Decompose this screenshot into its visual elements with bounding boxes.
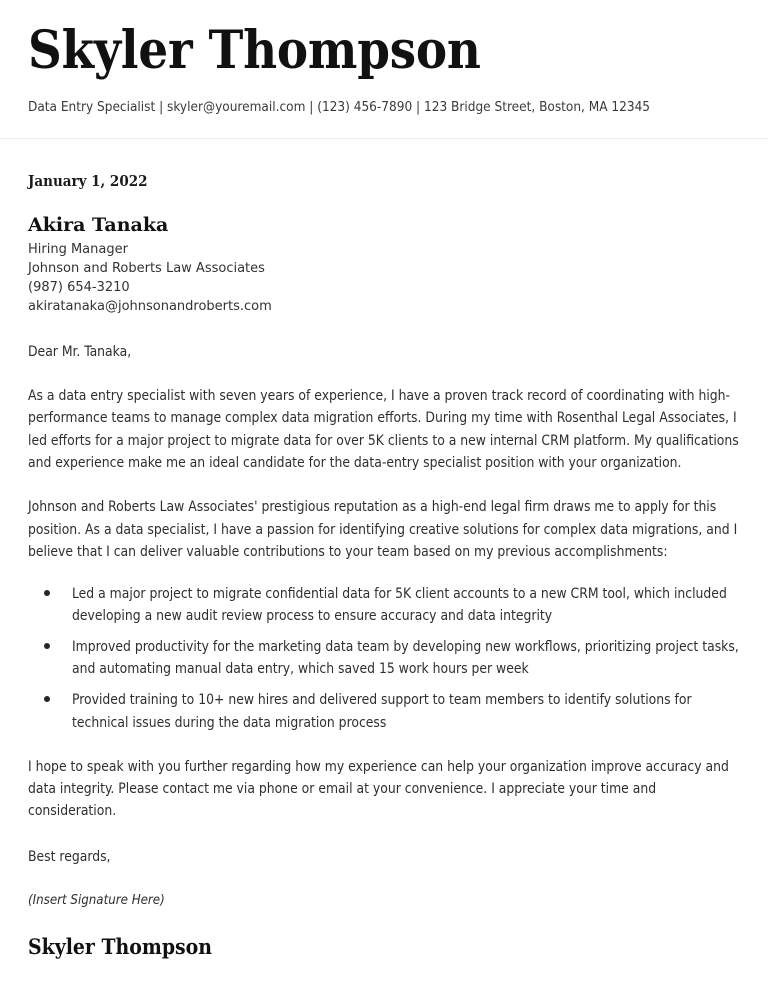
recipient-block — [28, 214, 740, 317]
applicant-contact-line: Data Entry Specialist | skyler@youremail.com | (123) 456-7890 | 123 Bridge Street, Boston, MA 12345 — [28, 99, 651, 116]
list-item — [28, 636, 740, 680]
letter-body — [0, 172, 768, 959]
list-item-text: Led a major project to migrate confidential data for 5K client accounts to a new CRM tool, which included developing a new audit review process to ensure accuracy and data integrity — [72, 586, 727, 625]
recipient-title: Hiring Manager — [28, 242, 128, 258]
recipient-name: Akira Tanaka — [28, 214, 169, 237]
signature-name: Skyler Thompson — [28, 934, 213, 960]
letter-date: January 1, 2022 — [28, 172, 148, 191]
letter-paragraph-3: I hope to speak with you further regarding how my experience can help your organization improve accuracy and data integrity. Please contact me via phone or email at your convenience. I appreciate your time and consideration. — [28, 758, 729, 820]
applicant-name-heading: Skyler Thompson — [28, 20, 481, 81]
bullet-point-icon — [44, 643, 50, 649]
accomplishments-list — [28, 583, 740, 733]
list-item-text: Provided training to 10+ new hires and delivered support to team members to identify solutions for technical issues during the data migration process — [72, 692, 692, 731]
letter-closing: Best regards, — [28, 848, 111, 865]
recipient-company: Johnson and Roberts Law Associates — [28, 261, 265, 277]
letter-paragraph-2: Johnson and Roberts Law Associates' prestigious reputation as a high-end legal firm draws me to apply for this position. As a data specialist, I have a passion for identifying creative solutions for complex data migrations, and I believe that I can deliver valuable contributions to your team based on my previous accomplishments: — [28, 499, 738, 560]
list-item — [28, 583, 740, 627]
letter-paragraph-1: As a data entry specialist with seven years of experience, I have a proven track record of coordinating with high-performance teams to manage complex data migration efforts. During my time with Rosenthal Legal Associates, I led efforts for a major project to migrate data for over 5K clients to a new internal CRM platform. My qualifications and experience make me an ideal candidate for the data-entry specialist position with your organization. — [28, 387, 739, 471]
list-item-text: Improved productivity for the marketing data team by developing new workflows, prioritizing project tasks, and automating manual data entry, which saved 15 work hours per week — [72, 639, 739, 678]
recipient-phone: (987) 654-3210 — [28, 280, 130, 296]
letter-header — [0, 0, 768, 139]
recipient-email: akiratanaka@johnsonandroberts.com — [28, 299, 272, 315]
list-item — [28, 689, 740, 733]
bullet-point-icon — [44, 590, 50, 596]
bullet-point-icon — [44, 696, 50, 702]
header-divider — [0, 138, 768, 139]
letter-greeting: Dear Mr. Tanaka, — [28, 344, 132, 361]
signature-placeholder: (Insert Signature Here) — [28, 893, 165, 909]
